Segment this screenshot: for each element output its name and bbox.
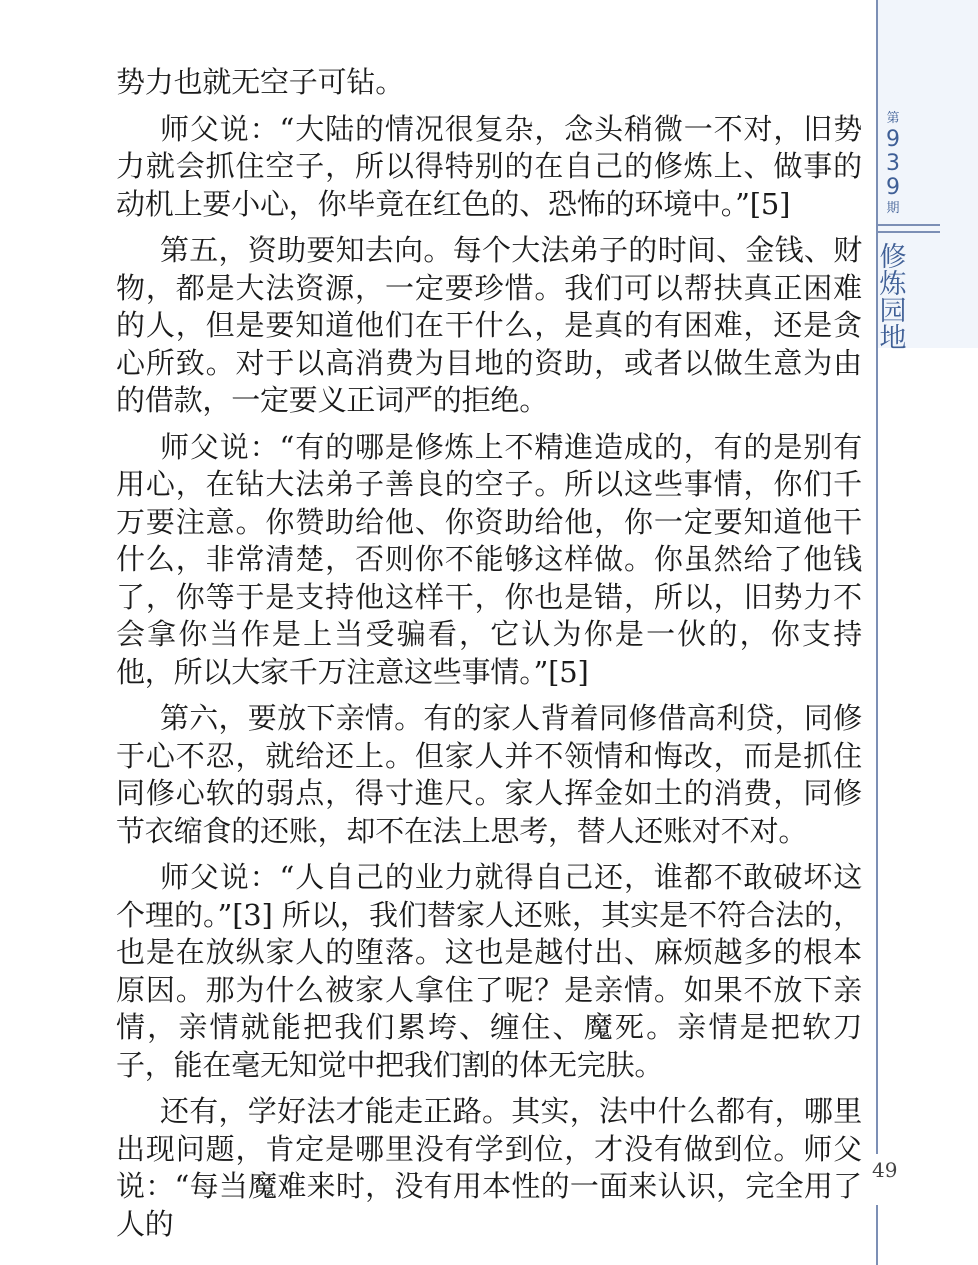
divider — [878, 231, 940, 233]
paragraph-3: 第五，资助要知去向。每个大法弟子的时间、金钱、财物，都是大法资源，一定要珍惜。我们可以帮扶真正困难的人，但是要知道他们在干什么，是真的有困难，还是贪心所致。对于以高消费为目地的资助，或者以做生意为由的借款，一定要义正词严的拒绝。 — [116, 233, 862, 417]
section-char: 修 — [879, 242, 907, 273]
section-char: 炼 — [879, 269, 907, 300]
paragraph-6: 师父说：“人自己的业力就得自己还，谁都不敢破坏这个理的。”[3] 所以，我们替家人还账，其实是不符合法的，也是在放纵家人的堕落。这也是越付出、麻烦越多的根本原因。那为什么被家人拿住了呢？是亲情。如果不放下亲情，亲情就能把我们累垮、缠住、魔死。亲情是把软刀子，能在毫无知觉中把我们割的体无完肤。 — [116, 860, 862, 1082]
issue-number — [878, 110, 908, 218]
section-title — [878, 244, 908, 352]
section-char: 园 — [879, 296, 907, 327]
margin-rule — [876, 348, 878, 1154]
issue-prefix: 第 — [886, 111, 900, 126]
paragraph-4: 师父说：“有的哪是修炼上不精進造成的，有的是别有用心，在钻大法弟子善良的空子。所以这些事情，你们千万要注意。你赞助给他、你资助给他，你一定要知道他干什么，非常清楚，否则你不能够这样做。你虽然给了他钱了，你等于是支持他这样干，你也是错，所以，旧势力不会拿你当作是上当受骗看，它认为你是一伙的，你支持他，所以大家千万注意这些事情。”[5] — [116, 429, 862, 689]
issue-digit: 9 — [886, 127, 900, 152]
paragraph-5: 第六，要放下亲情。有的家人背着同修借高利贷，同修于心不忍，就给还上。但家人并不领情和悔改，而是抓住同修心软的弱点，得寸進尺。家人挥金如土的消费，同修节衣缩食的还账，却不在法上思考，替人还账对不对。 — [116, 701, 862, 848]
paragraph-1: 势力也就无空子可钻。 — [116, 65, 405, 99]
margin-rule — [876, 1205, 878, 1265]
section-char: 地 — [879, 323, 907, 354]
issue-digit: 9 — [886, 175, 900, 200]
sidebar-tab — [876, 0, 978, 354]
page-number: 49 — [872, 1158, 898, 1182]
paragraph-7: 还有，学好法才能走正路。其实，法中什么都有，哪里出现问题，肯定是哪里没有学到位，才没有做到位。师父说：“每当魔难来时，没有用本性的一面来认识，完全用了人的 — [116, 1094, 862, 1241]
paragraph-2: 师父说：“大陆的情况很复杂，念头稍微一不对，旧势力就会抓住空子，所以得特别的在自己的修炼上、做事的动机上要小心，你毕竟在红色的、恐怖的环境中。”[5] — [116, 111, 862, 221]
divider — [878, 224, 940, 226]
issue-suffix: 期 — [886, 201, 900, 216]
article-body — [116, 64, 862, 1252]
issue-digit: 3 — [886, 151, 900, 176]
